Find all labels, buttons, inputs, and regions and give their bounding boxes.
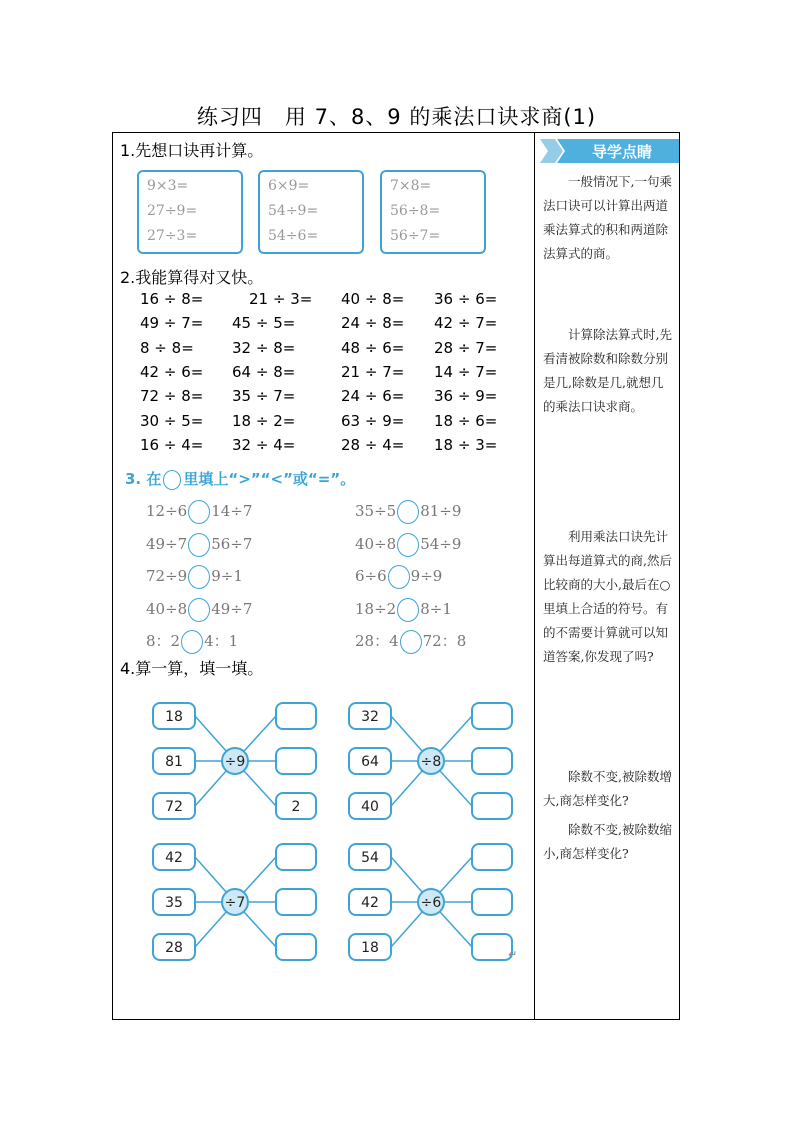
box-equation: 56÷7=: [390, 228, 441, 244]
calc-item: 64 ÷ 8=: [232, 362, 296, 381]
guide-paragraph: 计算除法算式时,先看清被除数和除数分别是几,除数是几,就想几的乘法口诀求商。: [543, 327, 672, 414]
right-expression: 4：1: [204, 632, 239, 650]
operator-label: ÷6: [420, 895, 442, 911]
left-expression: 35÷5: [355, 502, 397, 520]
box-equation: 7×8=: [390, 178, 432, 194]
division-diagram: [153, 703, 316, 819]
section-3-prefix: 3. 在: [125, 470, 162, 488]
input-value: 18: [165, 709, 183, 725]
calc-item: 35 ÷ 7=: [232, 387, 296, 406]
left-expression: 40÷8: [355, 534, 397, 553]
right-expression: 8÷1: [420, 599, 452, 618]
calc-item: 24 ÷ 6=: [341, 387, 405, 406]
calc-item: 30 ÷ 5=: [140, 411, 204, 430]
calc-item: 36 ÷ 6=: [434, 290, 498, 308]
calc-item: 28 ÷ 4=: [341, 435, 405, 454]
left-expression: 72÷9: [146, 567, 188, 585]
section-3-suffix: 里填上“>”“<”或“=”。: [183, 470, 356, 488]
left-expression: 12÷6: [146, 502, 188, 520]
box-equation: 6×9=: [268, 178, 310, 194]
left-expression: 8：2: [146, 632, 181, 650]
calc-item: 16 ÷ 8=: [140, 290, 204, 308]
calc-item: 32 ÷ 8=: [232, 338, 296, 357]
calc-item: 21 ÷ 7=: [341, 362, 405, 381]
calc-item: 14 ÷ 7=: [434, 362, 498, 381]
input-value: 72: [165, 799, 183, 815]
input-value: 54: [361, 850, 379, 866]
guide-heading-banner: [537, 137, 679, 165]
division-diagram: [349, 703, 512, 819]
box-equation: 27÷3=: [147, 228, 198, 244]
answer-box[interactable]: [472, 793, 512, 819]
calc-item: 21 ÷ 3=: [249, 290, 313, 308]
box-equation: 54÷9=: [268, 203, 319, 219]
right-expression: 14÷7: [211, 502, 253, 520]
calc-item: 45 ÷ 5=: [232, 314, 296, 333]
guide-paragraph: 除数不变,被除数缩小,商怎样变化?: [543, 822, 672, 861]
answer-box[interactable]: [276, 934, 316, 960]
right-expression: 81÷9: [420, 502, 462, 520]
operator-label: ÷9: [224, 754, 246, 770]
box-equation: 27÷9=: [147, 203, 198, 219]
calc-item: 24 ÷ 8=: [341, 314, 405, 333]
calc-item: 40 ÷ 8=: [341, 290, 405, 308]
section-2-title: 2.我能算得对又快。: [120, 268, 264, 287]
calc-item: 72 ÷ 8=: [140, 387, 204, 406]
calc-item: 8 ÷ 8=: [140, 338, 194, 357]
section-1-title: 1.先想口诀再计算。: [120, 141, 264, 160]
division-diagram: [153, 844, 316, 960]
calc-item: 18 ÷ 3=: [434, 435, 498, 454]
input-value: 81: [165, 754, 183, 770]
box-equation: 54÷6=: [268, 228, 319, 244]
input-value: 35: [165, 895, 183, 911]
input-value: 18: [361, 940, 379, 956]
calc-item: 42 ÷ 6=: [140, 362, 204, 381]
calc-item: 63 ÷ 9=: [341, 411, 405, 430]
calc-item: 18 ÷ 6=: [434, 411, 498, 430]
left-expression: 6÷6: [355, 567, 387, 585]
input-value: 64: [361, 754, 379, 770]
answer-box[interactable]: [472, 703, 512, 729]
answer-box[interactable]: [472, 889, 512, 915]
right-expression: 56÷7: [211, 534, 253, 553]
input-value: 32: [361, 709, 379, 725]
guide-paragraph: 除数不变,被除数增大,商怎样变化?: [543, 769, 672, 808]
calc-item: 36 ÷ 9=: [434, 387, 498, 406]
input-value: 40: [361, 799, 379, 815]
guide-paragraph: 利用乘法口诀先计算出每道算式的商,然后比较商的大小,最后在○里填上合适的符号。有的不需要计算就可以知道答案,你发现了吗?: [543, 529, 672, 664]
calc-item: 28 ÷ 7=: [434, 338, 498, 357]
left-expression: 28：4: [355, 632, 399, 650]
calc-item: 18 ÷ 2=: [232, 411, 296, 430]
answer-box[interactable]: [276, 844, 316, 870]
return-mark-icon: ↵: [508, 948, 518, 961]
answer-box[interactable]: [472, 844, 512, 870]
answer-box[interactable]: [472, 748, 512, 774]
input-value: 42: [165, 850, 183, 866]
box-equation: 56÷8=: [390, 203, 441, 219]
section-4-title: 4.算一算，填一填。: [120, 659, 264, 678]
right-expression: 9÷1: [211, 567, 243, 585]
right-expression: 9÷9: [410, 567, 443, 585]
operator-label: ÷8: [420, 754, 442, 770]
guide-heading: 导学点睛: [591, 143, 653, 161]
calc-item: 49 ÷ 7=: [140, 314, 204, 333]
calc-item: 16 ÷ 4=: [140, 435, 204, 454]
right-expression: 72：8: [422, 632, 467, 650]
calc-item: 32 ÷ 4=: [232, 435, 296, 454]
answer-box[interactable]: [472, 934, 512, 960]
guide-paragraph: 一般情况下,一句乘法口诀可以计算出两道乘法算式的积和两道除法算式的商。: [543, 174, 672, 261]
page-title: 练习四 用 7、8、9 的乘法口诀求商(1): [196, 105, 597, 129]
answer-box[interactable]: [276, 703, 316, 729]
answer-box[interactable]: [276, 889, 316, 915]
calc-item: 42 ÷ 7=: [434, 314, 498, 333]
answer-box[interactable]: [276, 748, 316, 774]
division-diagram: [349, 844, 512, 960]
operator-label: ÷7: [224, 895, 246, 911]
right-expression: 49÷7: [211, 599, 253, 618]
left-expression: 18÷2: [355, 599, 397, 618]
input-value: 28: [165, 940, 183, 956]
box-equation: 9×3=: [147, 178, 189, 194]
left-expression: 40÷8: [146, 599, 188, 618]
calc-item: 48 ÷ 6=: [341, 338, 405, 357]
input-value: 42: [361, 895, 379, 911]
answer-value: 2: [291, 799, 301, 815]
right-expression: 54÷9: [420, 534, 462, 553]
left-expression: 49÷7: [146, 534, 188, 553]
